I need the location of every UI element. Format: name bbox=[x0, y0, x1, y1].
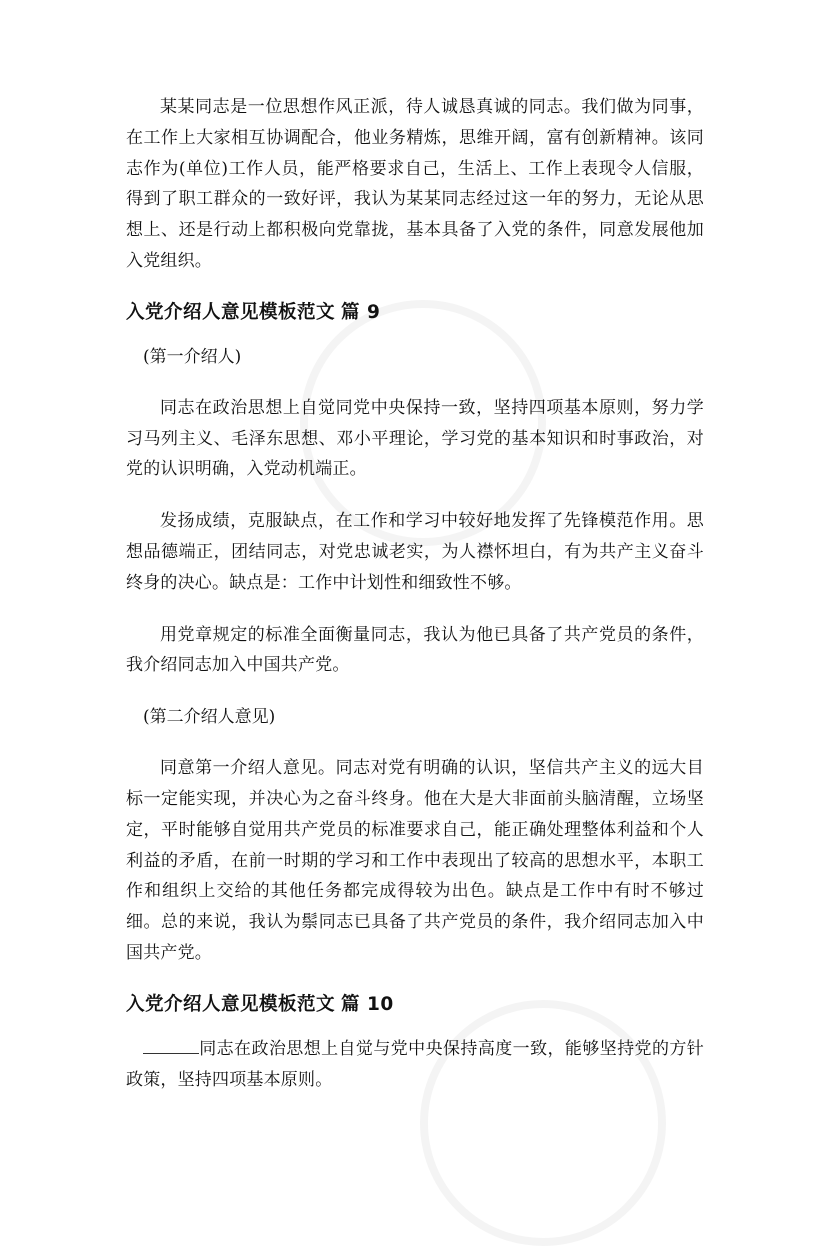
section-9-paragraph-1: 同志在政治思想上自觉同党中央保持一致，坚持四项基本原则，努力学习马列主义、毛泽东思想、邓小平理论，学习党的基本知识和时事政治，对党的认识明确，入党动机端正。 bbox=[126, 397, 704, 480]
section-9-paragraph-3: 用党章规定的标准全面衡量同志，我认为他已具备了共产党员的条件，我介绍同志加入中国共产党。 bbox=[126, 624, 704, 676]
section-10-heading bbox=[126, 990, 704, 1020]
section-10-title: 入党介绍人意见模板范文 bbox=[126, 993, 336, 1015]
second-introducer-label: (第二介绍人意见) bbox=[143, 707, 276, 728]
section-9-number: 篇 9 bbox=[341, 301, 381, 323]
document-body bbox=[126, 92, 704, 1116]
first-introducer-label: (第一介绍人) bbox=[143, 346, 242, 367]
section-9-paragraph-2: 发扬成绩，克服缺点，在工作和学习中较好地发挥了先锋模范作用。思想品德端正，团结同志，对党忠诚老实，为人襟怀坦白，有为共产主义奋斗终身的决心。缺点是：工作中计划性和细致性不够。 bbox=[126, 511, 704, 593]
section-9-title: 入党介绍人意见模板范文 bbox=[126, 301, 336, 323]
intro-paragraph: 某某同志是一位思想作风正派，待人诚恳真诚的同志。我们做为同事，在工作上大家相互协调配合，他业务精炼，思维开阔，富有创新精神。该同志作为(单位)工作人员，能严格要求自己，生活上、工作上表现令人信服，得到了职工群众的一致好评，我认为某某同志经过这一年的努力，无论从思想上、还是行动上都积极向党靠拢，基本具备了入党的条件，同意发展他加入党组织。 bbox=[126, 97, 704, 271]
section-10-number: 篇 10 bbox=[341, 993, 394, 1015]
section-9-heading bbox=[126, 298, 704, 328]
fill-in-blank bbox=[143, 1036, 199, 1054]
section-10-paragraph-1-text: 同志在政治思想上自觉与党中央保持高度一致，能够坚持党的方针政策，坚持四项基本原则。 bbox=[126, 1038, 704, 1090]
section-9-paragraph-4: 同意第一介绍人意见。同志对党有明确的认识，坚信共产主义的远大目标一定能实现，并决心为之奋斗终身。他在大是大非面前头脑清醒，立场坚定，平时能够自觉用共产党员的标准要求自己，能正确处理整体利益和个人利益的矛盾，在前一时期的学习和工作中表现出了较高的思想水平，本职工作和组织上交给的其他任务都完成得较为出色。缺点是工作中有时不够过细。总的来说，我认为鬃同志已具备了共产党员的条件，我介绍同志加入中国共产党。 bbox=[126, 758, 704, 963]
section-10-paragraph-1 bbox=[126, 1034, 704, 1096]
